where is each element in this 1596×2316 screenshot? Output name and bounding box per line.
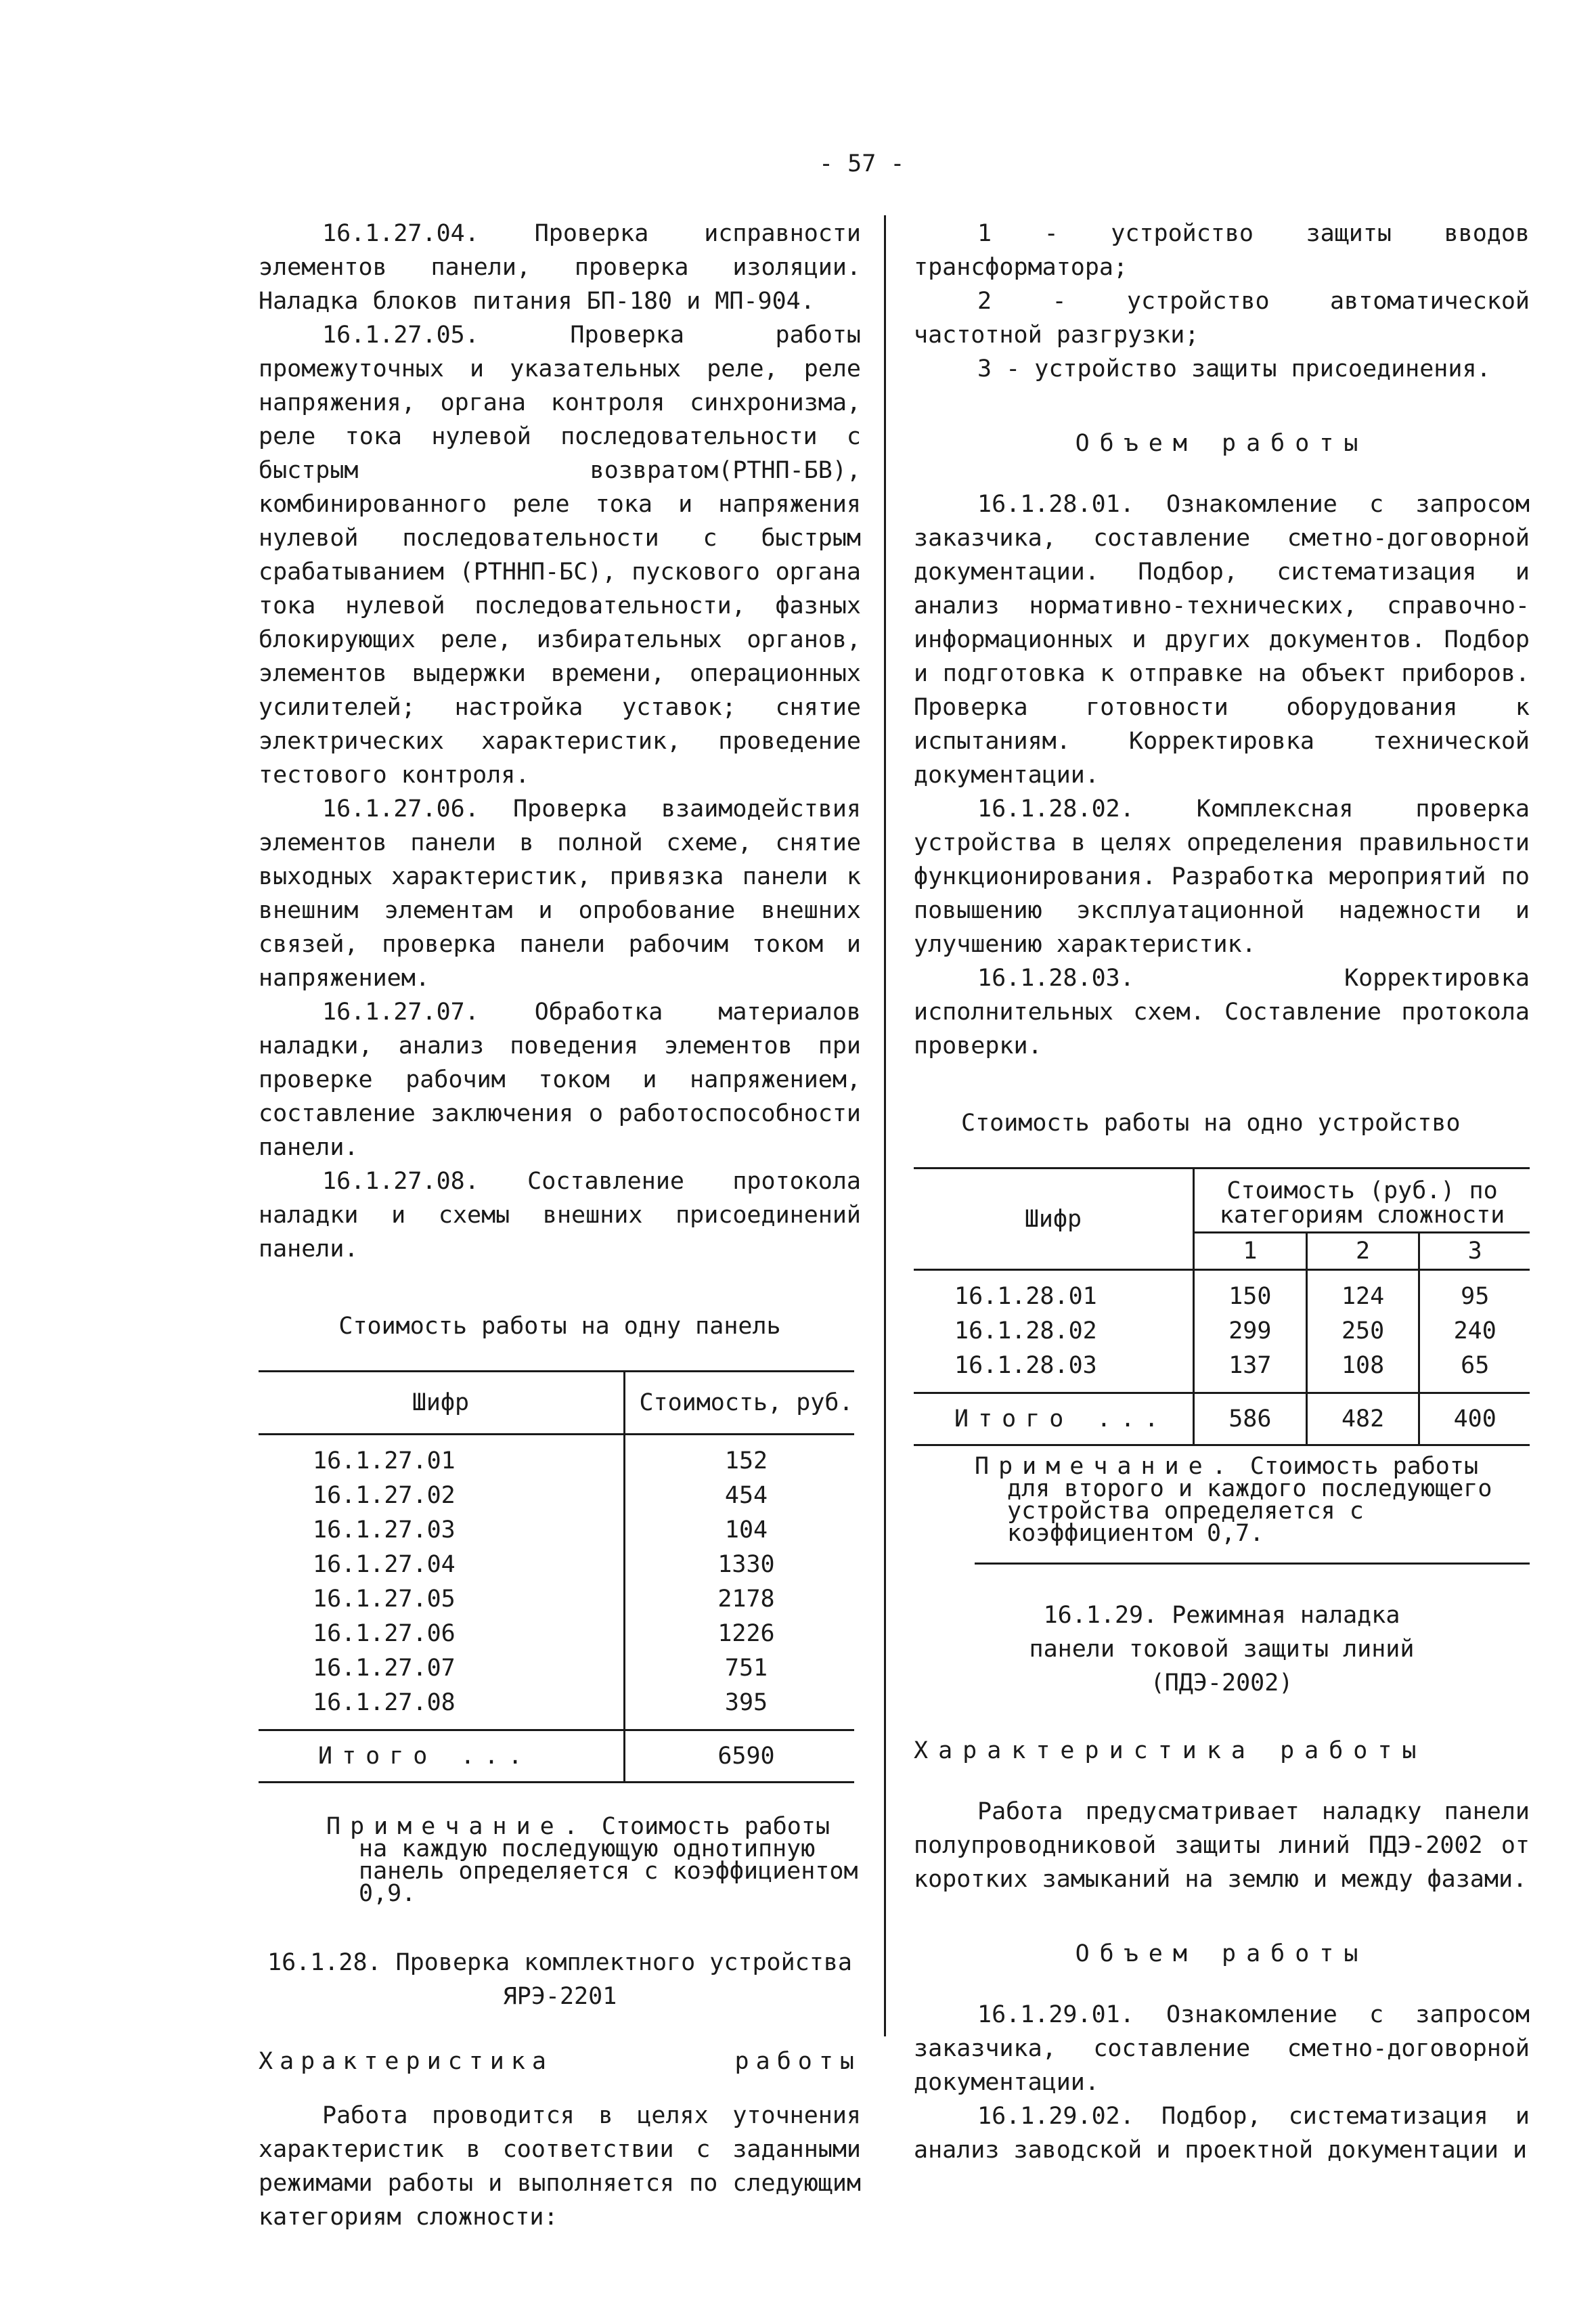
table-row [259, 1617, 854, 1651]
column-header-cost-group: Стоимость (руб.) по категориям сложности [1194, 1168, 1530, 1233]
table-note [326, 1813, 861, 1907]
column-divider [884, 215, 886, 2036]
cell-cipher: 16.1.27.01 [259, 1435, 625, 1479]
cell-cost: 152 [724, 1447, 768, 1474]
characteristic-heading: Характеристика работы [259, 2048, 861, 2075]
table-row [914, 1270, 1530, 1315]
section-title: 16.1.28. Проверка комплектного устройства ЯРЭ-2201 [267, 1949, 852, 2010]
column-header-category: 2 [1306, 1233, 1419, 1270]
table-row [259, 1651, 854, 1686]
category-item: 3 - устройство защиты присоединения. [977, 355, 1491, 383]
total-value: 482 [1306, 1393, 1419, 1445]
cell-cost: 454 [724, 1482, 768, 1509]
cell-cost: 240 [1453, 1317, 1497, 1345]
table-caption: Стоимость работы на одну панель [338, 1313, 781, 1340]
panel-cost-table [259, 1370, 854, 1783]
column-header-category: 3 [1419, 1233, 1530, 1270]
table-note [975, 1453, 1530, 1565]
paragraph: 16.1.27.08. Составление протокола наладки и схемы внешних присоединений панели. [259, 1168, 861, 1263]
paragraph: 16.1.29.01. Ознакомление с запросом заказчика, составление сметно-договорной документации. [914, 2001, 1530, 2096]
right-column [914, 217, 1530, 2167]
column-header-cost: Стоимость, руб. [625, 1372, 855, 1435]
cell-cost: 137 [1194, 1349, 1307, 1393]
cell-cost: 124 [1306, 1270, 1419, 1315]
column-header-cipher: Шифр [259, 1372, 625, 1435]
paragraph: 16.1.27.05. Проверка работы промежуточных и указательных реле, реле напряжения, органа контроля синхронизма, реле тока нулевой последовательности с быстрым возвратом(РТНП-БВ), комбинированного реле тока и напряжения нулевой последовательности с быстрым срабатыванием (РТННП-БС), пускового органа тока нулевой последовательности, фазных блокирующих реле, избирательных органов, элементов выдержки времени, операционных усилителей; настройка уставок; снятие электрических характеристик, проведение тестового контроля. [259, 322, 861, 789]
column-header-cipher: Шифр [914, 1168, 1194, 1270]
note-body: для второго и каждого последующего устройства определяется с коэффициентом 0,7. [1007, 1475, 1492, 1547]
category-item: 2 - устройство автоматической частотной разгрузки; [914, 288, 1530, 349]
note-label: Примечание. [975, 1453, 1236, 1480]
cell-cipher: 16.1.28.02 [914, 1314, 1194, 1349]
note-label: Примечание. [326, 1813, 588, 1840]
table-row [914, 1314, 1530, 1349]
cell-cost: 65 [1461, 1352, 1490, 1379]
page-number: - 57 - [819, 150, 905, 177]
cell-cost: 150 [1194, 1270, 1307, 1315]
cell-cost: 299 [1194, 1314, 1307, 1349]
cell-cipher: 16.1.28.01 [914, 1270, 1194, 1315]
paragraph: Работа проводится в целях уточнения характеристик в соответствии с заданными режимами работы и выполняется по следующим категориям сложности: [259, 2102, 861, 2231]
cell-cost: 2178 [717, 1586, 775, 1613]
total-label: Итого ... [914, 1393, 1194, 1445]
table-row [259, 1513, 854, 1548]
category-item: 1 - устройство защиты вводов трансформатора; [914, 220, 1530, 281]
total-label: Итого ... [259, 1730, 625, 1783]
table-row [914, 1349, 1530, 1393]
cell-cipher: 16.1.27.03 [259, 1513, 625, 1548]
total-value: 586 [1194, 1393, 1307, 1445]
table-row [259, 1479, 854, 1513]
cell-cipher: 16.1.27.05 [259, 1582, 625, 1617]
total-value: 6590 [625, 1730, 855, 1783]
cell-cost: 1226 [717, 1620, 775, 1647]
cell-cost: 1330 [717, 1551, 775, 1578]
scope-heading: Объем работы [1075, 430, 1369, 457]
table-row [259, 1582, 854, 1617]
cell-cost: 108 [1306, 1349, 1419, 1393]
table-row [259, 1686, 854, 1730]
cell-cipher: 16.1.28.03 [914, 1349, 1194, 1393]
paragraph: 16.1.29.02. Подбор, систематизация и анализ заводской и проектной документации и [914, 2103, 1530, 2164]
left-column [259, 217, 861, 2234]
cell-cipher: 16.1.27.04 [259, 1548, 625, 1582]
paragraph: 16.1.27.06. Проверка взаимодействия элементов панели в полной схеме, снятие выходных характеристик, привязка панели к внешним элементам и опробование внешних связей, проверка панели рабочим током и напряжением. [259, 795, 861, 992]
table-row [259, 1435, 854, 1479]
paragraph: Работа предусматривает наладку панели полупроводниковой защиты линий ПДЭ-2002 от коротких замыканий на землю и между фазами. [914, 1798, 1530, 1893]
note-first-line: Стоимость работы [601, 1813, 830, 1840]
cell-cost: 751 [724, 1655, 768, 1682]
table-row [259, 1548, 854, 1582]
section-title: 16.1.29. Режимная наладка панели токовой защиты линий (ПДЭ-2002) [1029, 1602, 1415, 1697]
cell-cost: 95 [1461, 1283, 1490, 1310]
cell-cipher: 16.1.27.08 [259, 1686, 625, 1730]
note-body: на каждую последующую однотипную панель определяется с коэффициентом 0,9. [359, 1835, 858, 1907]
paragraph: 16.1.27.07. Обработка материалов наладки, анализ поведения элементов при проверке рабочим током и напряжением, составление заключения о работоспособности панели. [259, 999, 861, 1161]
cell-cost: 250 [1306, 1314, 1419, 1349]
characteristic-heading: Характеристика работы [914, 1737, 1427, 1764]
table-caption: Стоимость работы на одно устройство [961, 1110, 1461, 1137]
paragraph: 16.1.28.02. Комплексная проверка устройства в целях определения правильности функционирования. Разработка мероприятий по повышению эксплуатационной надежности и улучшению характеристик. [914, 795, 1530, 958]
cell-cipher: 16.1.27.07 [259, 1651, 625, 1686]
cell-cipher: 16.1.27.02 [259, 1479, 625, 1513]
cell-cost: 395 [724, 1689, 768, 1716]
cell-cost: 104 [724, 1516, 768, 1544]
paragraph: 16.1.27.04. Проверка исправности элементов панели, проверка изоляции. Наладка блоков питания БП-180 и МП-904. [259, 220, 861, 315]
device-cost-table [914, 1167, 1530, 1446]
total-value: 400 [1419, 1393, 1530, 1445]
total-row [914, 1393, 1530, 1445]
note-first-line: Стоимость работы [1249, 1453, 1479, 1480]
scope-heading: Объем работы [1075, 1940, 1369, 1967]
total-row [259, 1730, 854, 1783]
column-header-category: 1 [1194, 1233, 1307, 1270]
paragraph: 16.1.28.01. Ознакомление с запросом заказчика, составление сметно-договорной документации. Подбор, систематизация и анализ нормативно-технических, справочно-информационных и других документов. Подбор и подготовка к отправке на объект приборов. Проверка готовности оборудования к испытаниям. Корректировка технической документации. [914, 491, 1530, 789]
cell-cipher: 16.1.27.06 [259, 1617, 625, 1651]
paragraph: 16.1.28.03. Корректировка исполнительных схем. Составление протокола проверки. [914, 965, 1530, 1059]
